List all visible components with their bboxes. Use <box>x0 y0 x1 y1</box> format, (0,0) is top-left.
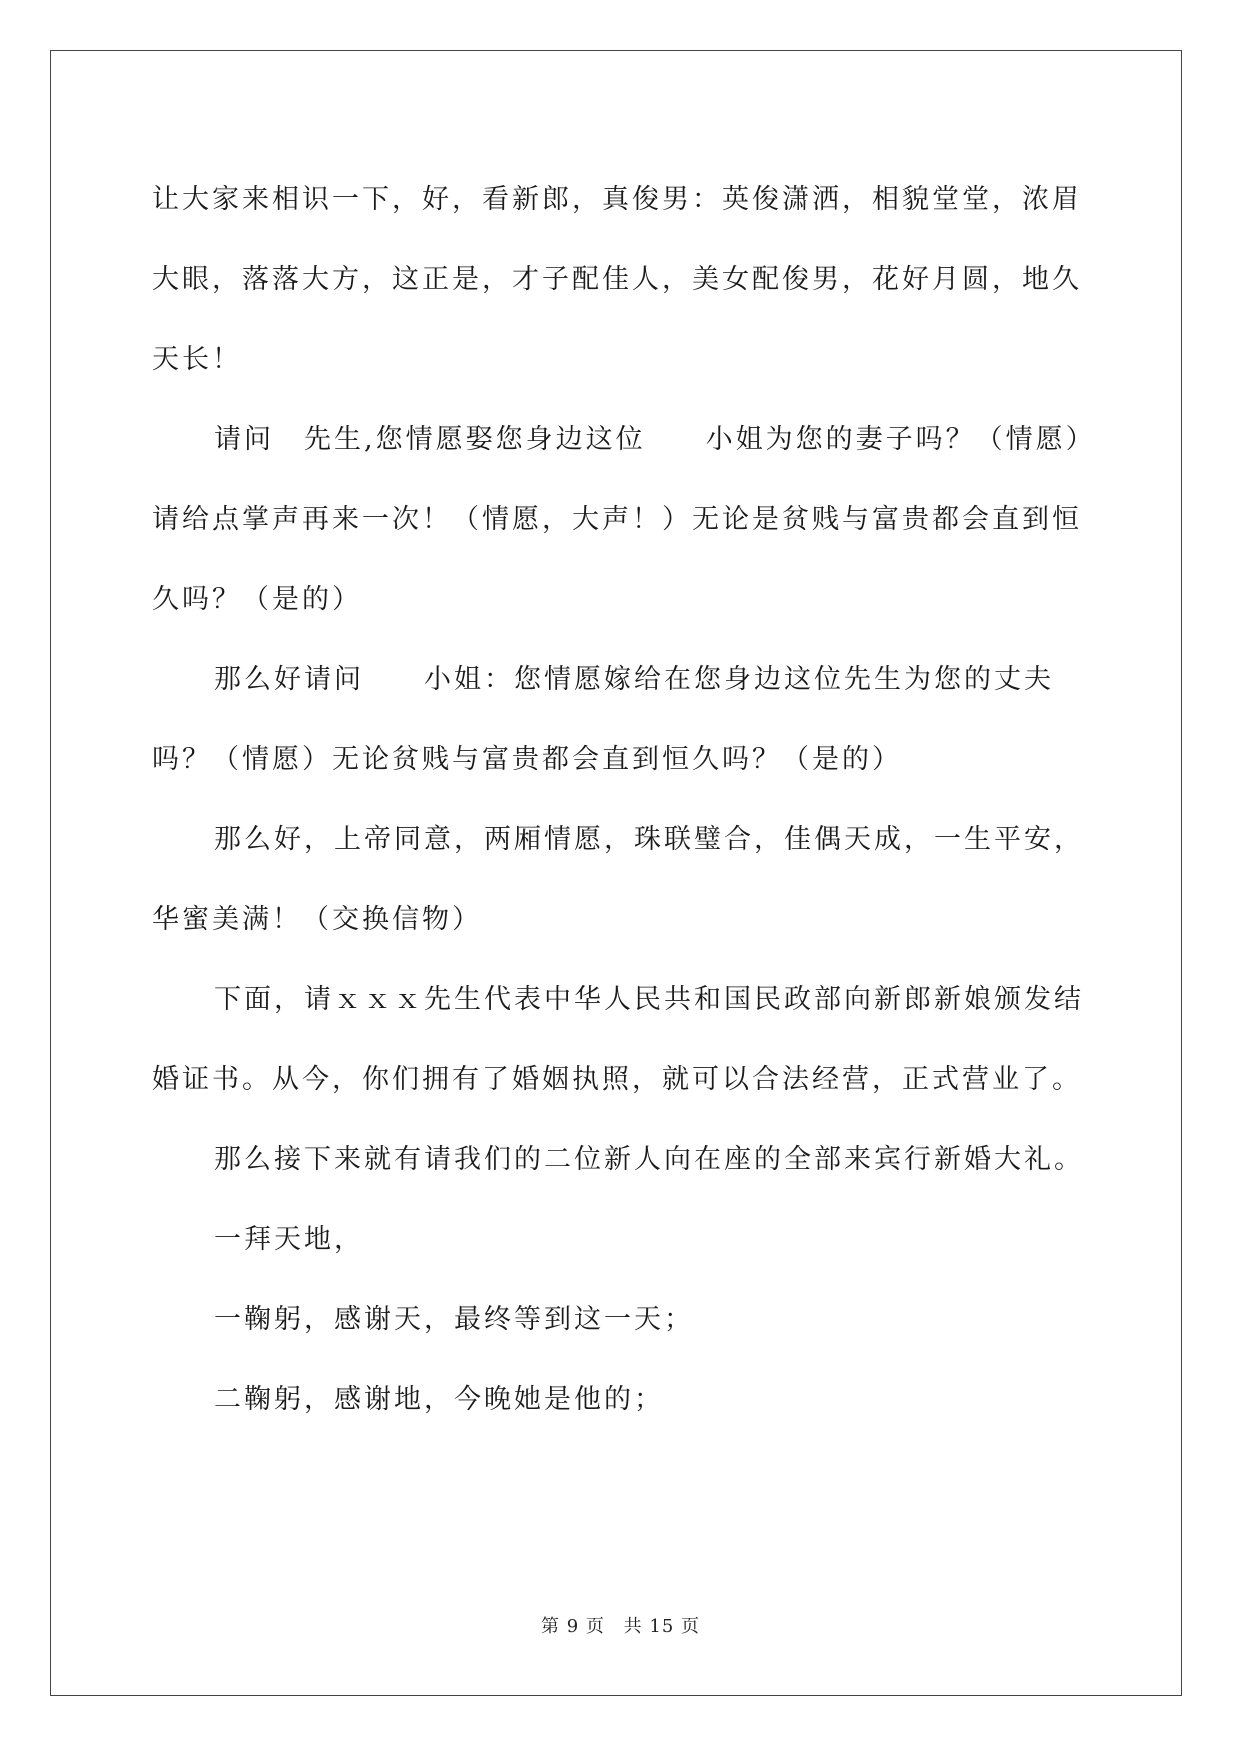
paragraph-groom-vow: 请问 先生,您情愿娶您身边这位 小姐为您的妻子吗？（情愿）请给点掌声再来一次！（情愿，大声！）无论是贫贱与富贵都会直到恒久吗？（是的） <box>152 424 1083 615</box>
page-number: 第 9 页 <box>541 1616 605 1637</box>
document-body <box>152 160 1087 1440</box>
paragraph-second-bow: 二鞠躬，感谢地，今晚她是他的； <box>214 1384 664 1415</box>
paragraph-bow-heaven-earth: 一拜天地， <box>214 1224 364 1255</box>
paragraph-intro: 让大家来相识一下，好，看新郎，真俊男：英俊潇洒，相貌堂堂，浓眉大眼，落落大方，这正是，才子配佳人，美女配俊男，花好月圆，地久天长！ <box>152 184 1082 375</box>
paragraph-first-bow: 一鞠躬，感谢天，最终等到这一天； <box>214 1304 694 1335</box>
page-footer <box>0 1612 1241 1638</box>
paragraph-bride-vow: 那么好请问 小姐：您情愿嫁给在您身边这位先生为您的丈夫吗？（情愿）无论贫贱与富贵都会直到恒久吗？（是的） <box>152 664 1054 775</box>
paragraph-blessing: 那么好，上帝同意，两厢情愿，珠联璧合，佳偶天成，一生平安，华蜜美满！（交换信物） <box>152 824 1084 935</box>
paragraph-ceremony-intro: 那么接下来就有请我们的二位新人向在座的全部来宾行新婚大礼。 <box>214 1144 1084 1175</box>
paragraph-certificate: 下面，请ｘｘｘ先生代表中华人民共和国民政部向新郎新娘颁发结婚证书。从今，你们拥有了婚姻执照，就可以合法经营，正式营业了。 <box>152 984 1084 1095</box>
total-pages: 共 15 页 <box>623 1616 700 1637</box>
